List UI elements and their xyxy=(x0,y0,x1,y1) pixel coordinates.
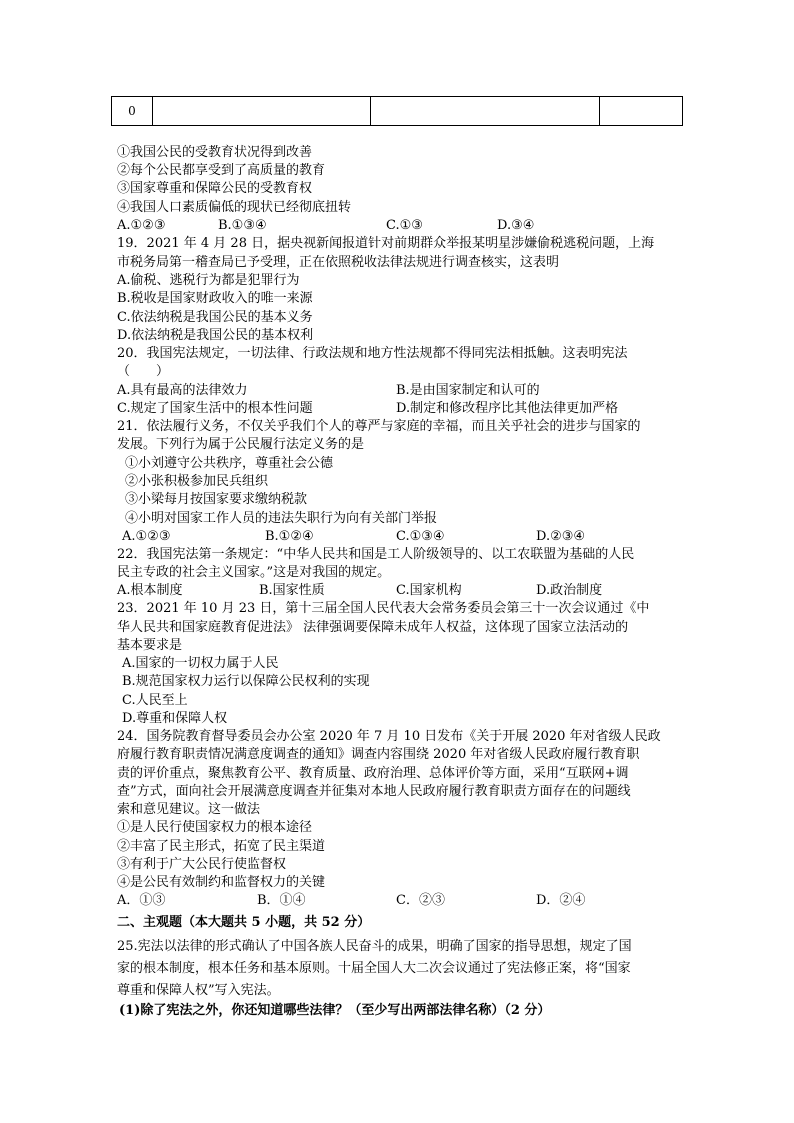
q21-option: C.①③④ xyxy=(396,529,445,544)
q18-option: B.①③④ xyxy=(218,218,267,233)
q23-option: D.尊重和保障人权 xyxy=(122,711,228,726)
q22-option: C.国家机构 xyxy=(396,583,462,598)
q25-stem: 25.宪法以法律的形式确认了中国各族人民奋斗的成果，明确了国家的指导思想，规定了国 xyxy=(117,939,632,954)
q24-option: B．①④ xyxy=(257,893,306,908)
q19-stem: 19．2021 年 4 月 28 日，据央视新闻报道针对前期群众举报某明星涉嫌偷税逃税问题，上海 xyxy=(117,236,655,251)
q23-option: B.规范国家权力运行以保障公民权利的实现 xyxy=(122,674,370,689)
q20-stem: 20．我国宪法规定，一切法律、行政法规和地方性法规都不得同宪法相抵触。这表明宪法 xyxy=(117,346,628,361)
q21-stem: 21．依法履行义务，不仅关乎我们个人的尊严与家庭的幸福，而且关乎社会的进步与国家的 xyxy=(117,419,641,434)
q23-stem: 23．2021 年 10 月 23 日，第十三届全国人民代表大会常务委员会第三十一次会议通过《中 xyxy=(117,601,650,616)
q24-stem: 责的评价重点，聚焦教育公平、教育质量、政府治理、总体评价等方面，采用“互联网+调 xyxy=(117,766,629,781)
q22-option: D.政治制度 xyxy=(536,583,603,598)
q24-stem: 府履行教育职责情况满意度调查的通知》调查内容围绕 2020 年对省级人民政府履行教育职 xyxy=(117,747,640,762)
q20-option: D.制定和修改程序比其他法律更加严格 xyxy=(396,401,619,416)
q18-option: C.①③ xyxy=(386,218,423,233)
section-title: 二、主观题（本大题共 5 小题，共 52 分） xyxy=(117,915,371,930)
q20-stem: （ ） xyxy=(117,364,170,379)
q18-item: ①我国公民的受教育状况得到改善 xyxy=(117,145,313,160)
q25-stem: 家的根本制度，根本任务和基本原则。十届全国人大二次会议通过了宪法修正案，将“国家 xyxy=(117,961,631,976)
q24-option: C．②③ xyxy=(396,893,445,908)
q22-stem: 22．我国宪法第一条规定：“中华人民共和国是工人阶级领导的、以工农联盟为基础的人民 xyxy=(117,547,635,562)
q21-option: B.①②④ xyxy=(265,529,314,544)
q22-stem: 民主专政的社会主义国家。”这是对我国的规定。 xyxy=(117,565,391,580)
q19-option: B.税收是国家财政收入的唯一来源 xyxy=(117,291,313,306)
q21-stem: 发展。下列行为属于公民履行法定义务的是 xyxy=(117,437,365,452)
q20-option: B.是由国家制定和认可的 xyxy=(396,383,540,398)
q23-option: C.人民至上 xyxy=(122,693,188,708)
q19-option: A.偷税、逃税行为都是犯罪行为 xyxy=(117,273,300,288)
q24-stem: 24．国务院教育督导委员会办公室 2020 年 7 月 10 日发布《关于开展 2020 年对省级人民政 xyxy=(117,729,661,744)
q24-item: ①是人民行使国家权力的根本途径 xyxy=(117,820,313,835)
answer-table xyxy=(111,96,683,126)
q24-option: A．①③ xyxy=(117,893,166,908)
q18-item: ③国家尊重和保障公民的受教育权 xyxy=(117,181,313,196)
q24-stem: 查”方式，面向社会开展满意度调查并征集对本地人民政府履行教育职责方面存在的问题线 xyxy=(117,784,631,799)
q24-stem: 索和意见建议。这一做法 xyxy=(117,802,261,817)
q18-option: A.①②③ xyxy=(117,218,166,233)
q24-item: ②丰富了民主形式，拓宽了民主渠道 xyxy=(117,839,326,854)
q21-option: D.②③④ xyxy=(536,529,586,544)
q19-option: C.依法纳税是我国公民的基本义务 xyxy=(117,310,313,325)
q23-option: A.国家的一切权力属于人民 xyxy=(122,656,279,671)
q25-stem: 尊重和保障人权”写入宪法。 xyxy=(117,983,280,998)
q20-option: A.具有最高的法律效力 xyxy=(117,383,248,398)
q18-item: ②每个公民都享受到了高质量的教育 xyxy=(117,163,326,178)
q21-item: ①小刘遵守公共秩序，尊重社会公德 xyxy=(125,456,334,471)
q21-option: A.①②③ xyxy=(122,529,171,544)
table-cell xyxy=(600,97,683,126)
q22-option: B.国家性质 xyxy=(259,583,325,598)
table-cell xyxy=(371,97,600,126)
q24-option: D．②④ xyxy=(536,893,586,908)
q25-subquestion: (1)除了宪法之外，你还知道哪些法律？（至少写出两部法律名称）（2 分） xyxy=(119,1003,551,1018)
q18-option: D.③④ xyxy=(497,218,535,233)
table-row xyxy=(112,97,683,126)
q19-option: D.依法纳税是我国公民的基本权利 xyxy=(117,328,314,343)
q20-option: C.规定了国家生活中的根本性问题 xyxy=(117,401,313,416)
q18-item: ④我国人口素质偏低的现状已经彻底扭转 xyxy=(117,200,352,215)
q24-item: ③有利于广大公民行使监督权 xyxy=(117,857,287,872)
q21-item: ②小张积极参加民兵组织 xyxy=(125,474,269,489)
q21-item: ④小明对国家工作人员的违法失职行为向有关部门举报 xyxy=(125,511,438,526)
q24-item: ④是公民有效制约和监督权力的关键 xyxy=(117,875,326,890)
table-cell xyxy=(153,97,371,126)
q23-stem: 基本要求是 xyxy=(117,638,183,653)
q19-stem: 市税务局第一稽查局已予受理，正在依照税收法律法规进行调查核实，这表明 xyxy=(117,255,560,270)
q23-stem: 华人民共和国家庭教育促进法》 法律强调要保障未成年人权益，这体现了国家立法活动的 xyxy=(117,620,629,635)
q22-option: A.根本制度 xyxy=(117,583,183,598)
table-cell: 0 xyxy=(112,97,153,126)
q21-item: ③小梁每月按国家要求缴纳税款 xyxy=(125,492,308,507)
